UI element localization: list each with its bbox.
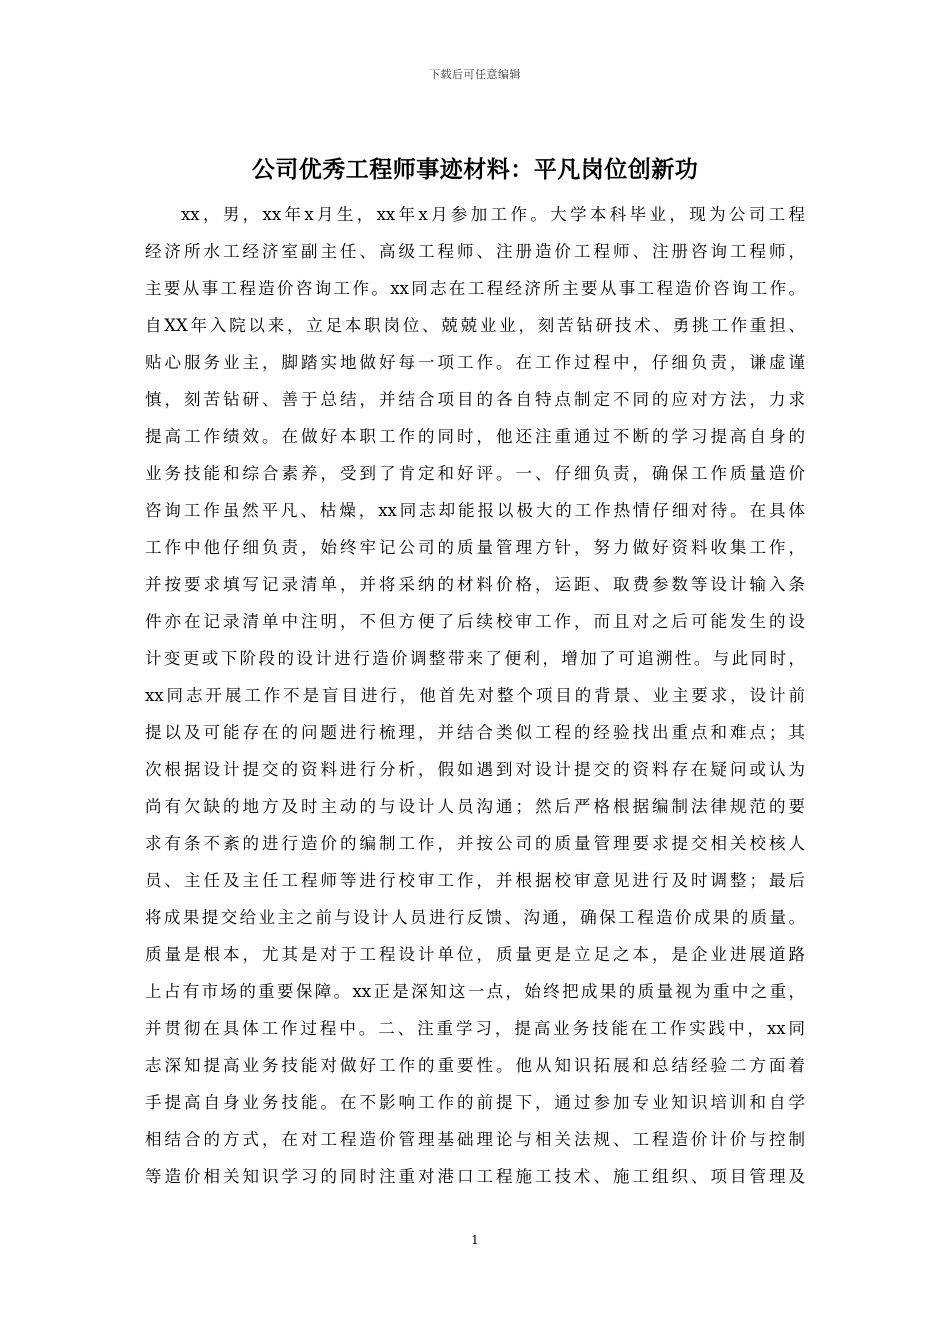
body-line: 志深知提高业务技能对做好工作的重要性。他从知识拓展和总结经验二方面着 (145, 1056, 805, 1075)
body-line: 慎，刻苦钻研、善于总结，并结合项目的各自特点制定不同的应对方法，力求 (145, 390, 805, 409)
body-line: 件亦在记录清单中注明，不但方便了后续校审工作，而且对之后可能发生的设 (145, 612, 805, 631)
body-line: 员、主任及主任工程师等进行校审工作，并根据校审意见进行及时调整；最后 (145, 871, 805, 890)
body-line: 上占有市场的重要保障。xx正是深知这一点，始终把成果的质量视为重中之重， (145, 982, 805, 1001)
body-line: 提以及可能存在的问题进行梳理，并结合类似工程的经验找出重点和难点；其 (145, 723, 805, 742)
body-line: 咨询工作虽然平凡、枯燥，xx同志却能报以极大的工作热情仔细对待。在具体 (145, 501, 805, 520)
body-line: 尚有欠缺的地方及时主动的与设计人员沟通；然后严格根据编制法律规范的要 (145, 797, 805, 816)
body-line: 业务技能和综合素养，受到了肯定和好评。一、仔细负责，确保工作质量造价 (145, 464, 805, 483)
body-line: 质量是根本，尤其是对于工程设计单位，质量更是立足之本，是企业进展道路 (145, 945, 805, 964)
body-line: 经济所水工经济室副主任、高级工程师、注册造价工程师、注册咨询工程师， (145, 242, 805, 261)
body-line: 自XX年入院以来，立足本职岗位、兢兢业业，刻苦钻研技术、勇挑工作重担、 (145, 316, 805, 335)
body-line: 提高工作绩效。在做好本职工作的同时，他还注重通过不断的学习提高自身的 (145, 427, 805, 446)
body-line: 次根据设计提交的资料进行分析，假如遇到对设计提交的资料存在疑问或认为 (145, 760, 805, 779)
body-line: 贴心服务业主，脚踏实地做好每一项工作。在工作过程中，仔细负责，谦虚谨 (145, 353, 805, 372)
body-line: 主要从事工程造价咨询工作。xx同志在工程经济所主要从事工程造价咨询工作。 (145, 279, 805, 298)
body-line: 将成果提交给业主之前与设计人员进行反馈、沟通，确保工程造价成果的质量。 (145, 908, 805, 927)
body-line: 等造价相关知识学习的同时注重对港口工程施工技术、施工组织、项目管理及 (145, 1167, 805, 1186)
document-title: 公司优秀工程师事迹材料：平凡岗位创新功 (251, 156, 699, 183)
body-line: 相结合的方式，在对工程造价管理基础理论与相关法规、工程造价计价与控制 (145, 1130, 805, 1149)
page-number: 1 (471, 1233, 479, 1247)
body-line: 求有条不紊的进行造价的编制工作，并按公司的质量管理要求提交相关校核人 (145, 834, 805, 853)
body-line: 并贯彻在具体工作过程中。二、注重学习，提高业务技能在工作实践中，xx同 (145, 1019, 805, 1038)
body-line: 计变更或下阶段的设计进行造价调整带来了便利，增加了可追溯性。与此同时， (145, 649, 805, 668)
body-line: 手提高自身业务技能。在不影响工作的前提下，通过参加专业知识培训和自学 (145, 1093, 805, 1112)
body-line: 并按要求填写记录清单，并将采纳的材料价格，运距、取费参数等设计输入条 (145, 575, 805, 594)
body-line: xx同志开展工作不是盲目进行，他首先对整个项目的背景、业主要求，设计前 (145, 686, 805, 705)
header-note: 下载后可任意编辑 (429, 68, 521, 81)
body-line: xx，男，xx年x月生，xx年x月参加工作。大学本科毕业，现为公司工程 (181, 205, 805, 224)
body-line: 工作中他仔细负责，始终牢记公司的质量管理方针，努力做好资料收集工作， (145, 538, 805, 557)
document-body (145, 196, 805, 1195)
